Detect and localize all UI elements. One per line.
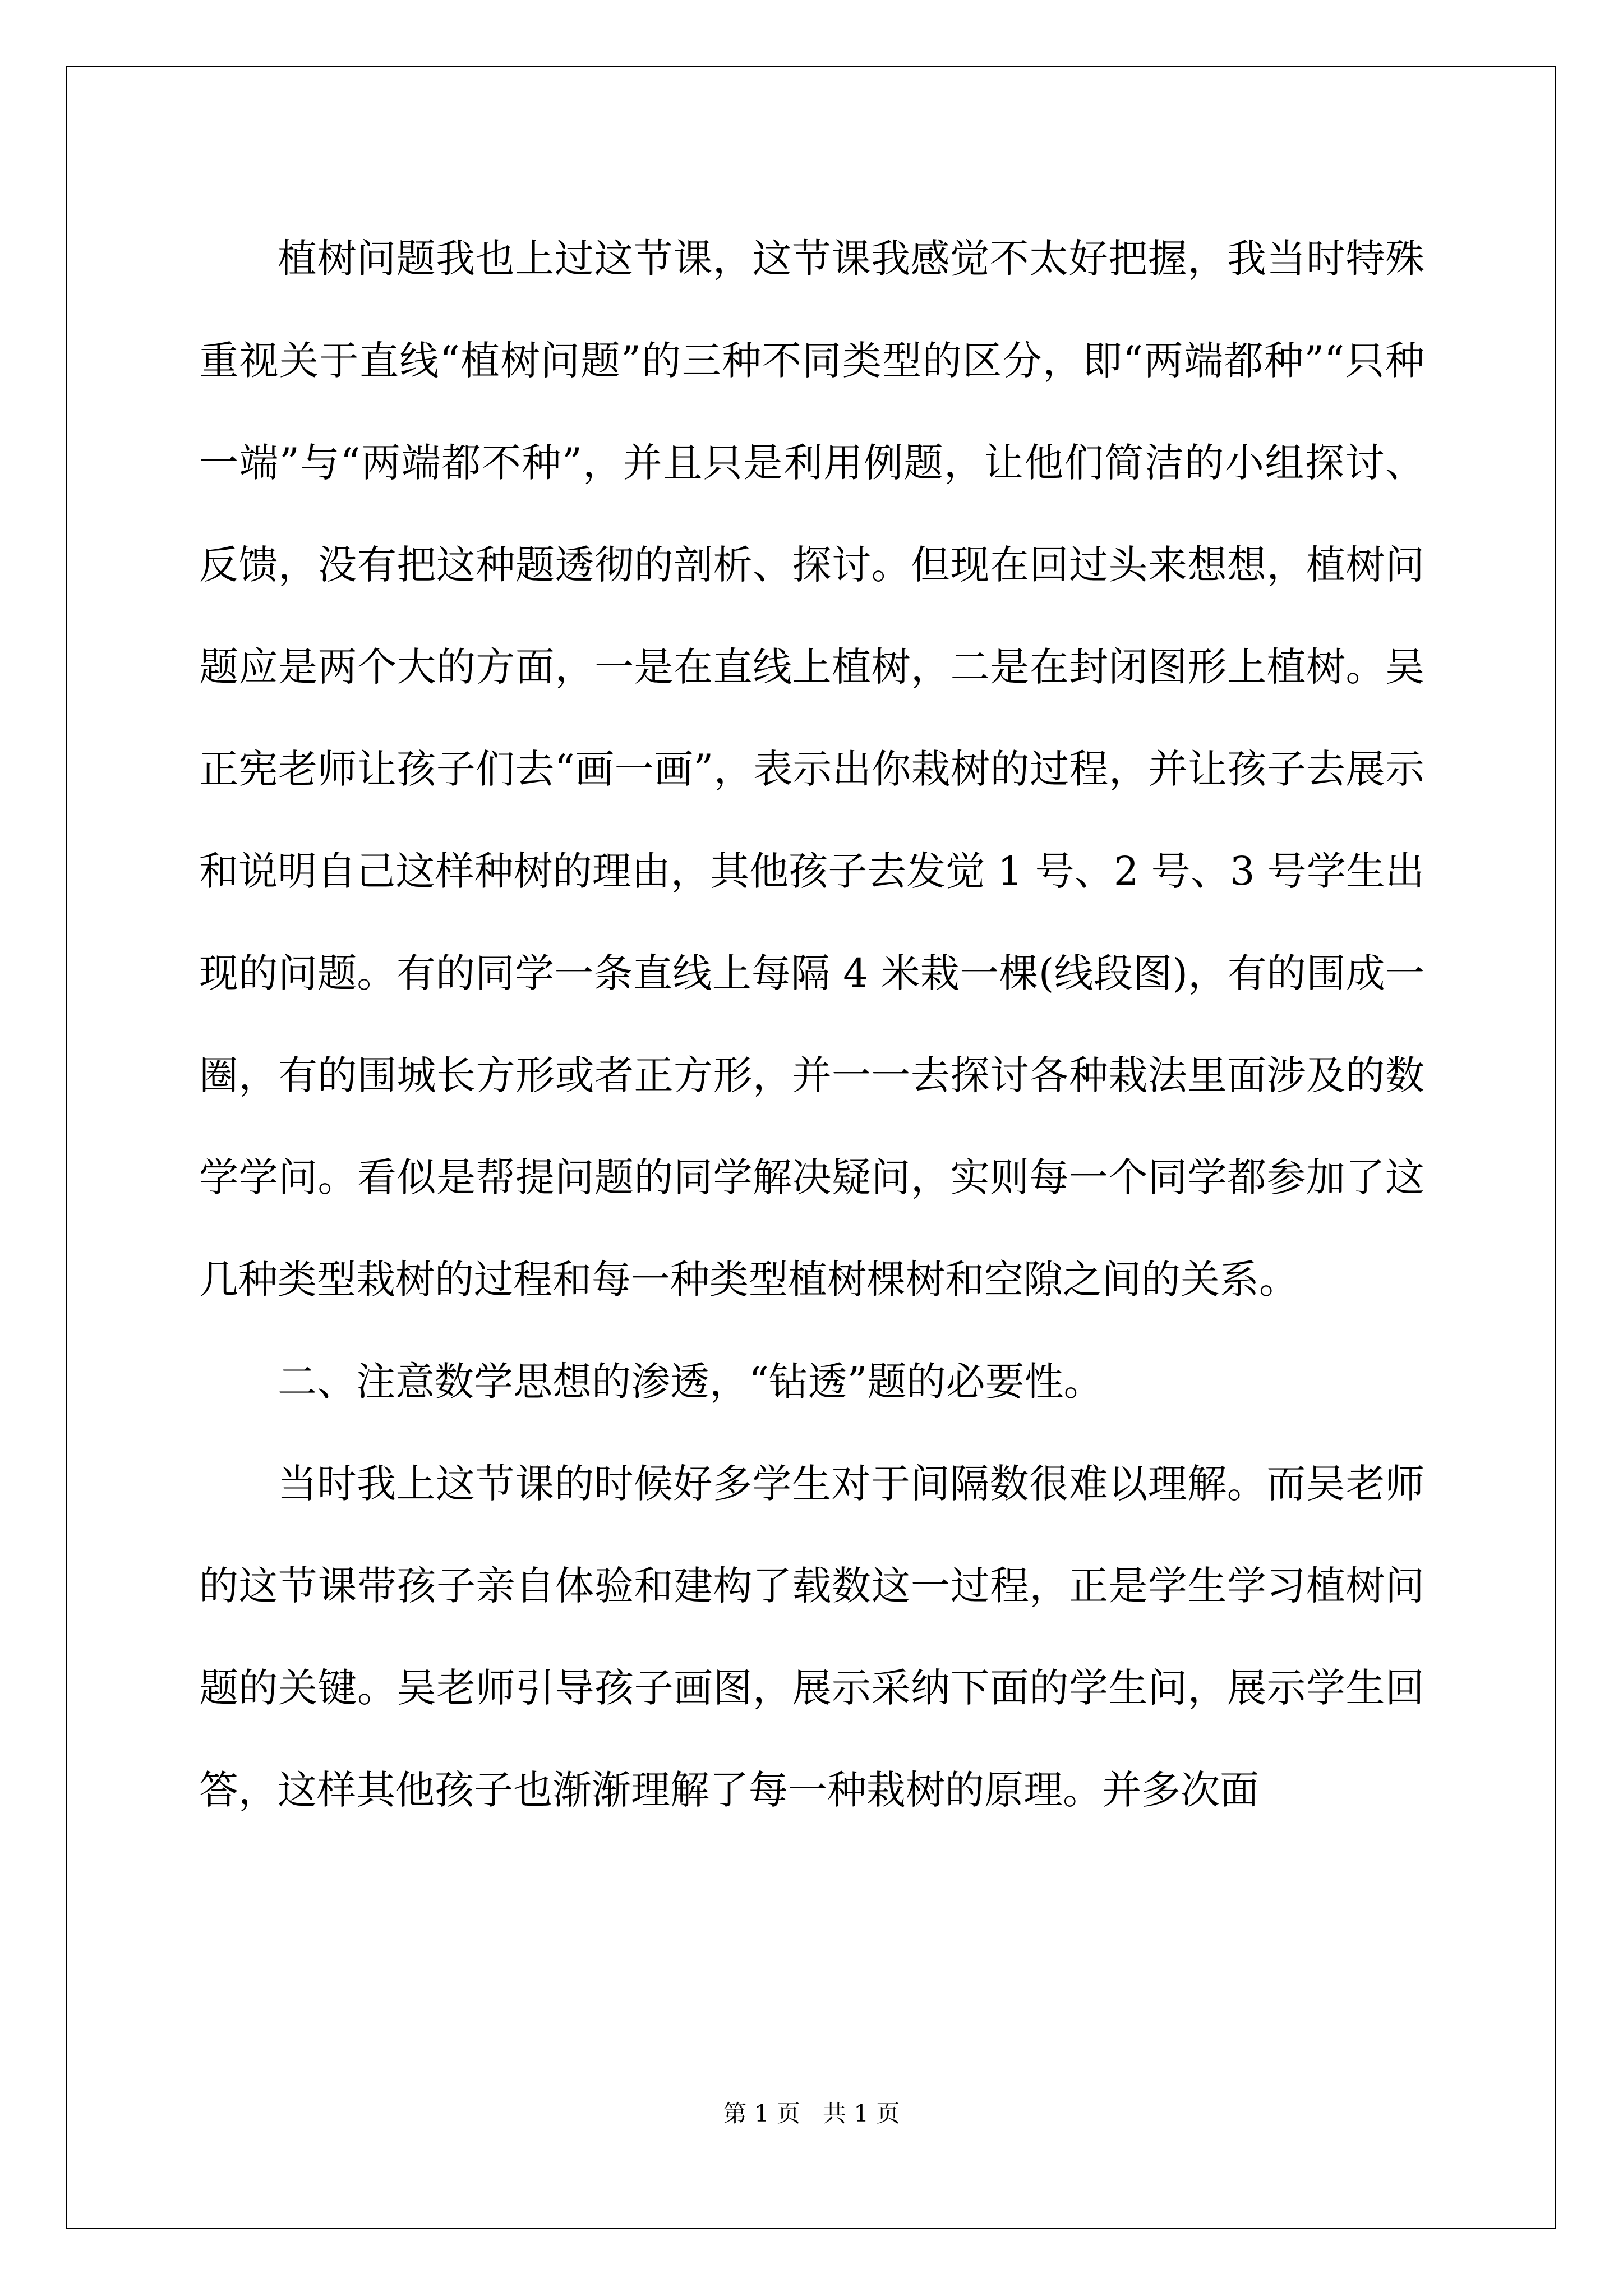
- paragraph-3: 当时我上这节课的时候好多学生对于间隔数很难以理解。而吴老师的这节课带孩子亲自体验和建构了载数这一过程，正是学生学习植树问题的关键。吴老师引导孩子画图，展示采纳下面的学生问，展示学生回答，这样其他孩子也渐渐理解了每一种栽树的原理。并多次面: [199, 1461, 1424, 1813]
- paragraph-1: 植树问题我也上过这节课，这节课我感觉不太好把握，我当时特殊重视关于直线“植树问题”的三种不同类型的区分，即“两端都种”“只种一端”与“两端都不种”，并且只是利用例题，让他们简洁的小组探讨、反馈，没有把这种题透彻的剖析、探讨。但现在回过头来想想，植树问题应是两个大的方面，一是在直线上植树，二是在封闭图形上植树。吴正宪老师让孩子们去“画一画”，表示出你栽树的过程，并让孩子去展示和说明自己这样种树的理由，其他孩子去发觉 1 号、2 号、3 号学生出现的问题。有的同学一条直线上每隔 4 米栽一棵(线段图)，有的围成一圈，有的围城长方形或者正方形，并一一去探讨各种栽法里面涉及的数学学问。看似是帮提问题的同学解决疑问，实则每一个同学都参加了这几种类型栽树的过程和每一种类型植树棵树和空隙之间的关系。: [199, 236, 1424, 1303]
- page-footer: 第 1 页 共 1 页: [723, 2100, 900, 2127]
- document-body: [199, 208, 1424, 1841]
- paragraph-2: 二、注意数学思想的渗透，“钻透”题的必要性。: [278, 1359, 1103, 1405]
